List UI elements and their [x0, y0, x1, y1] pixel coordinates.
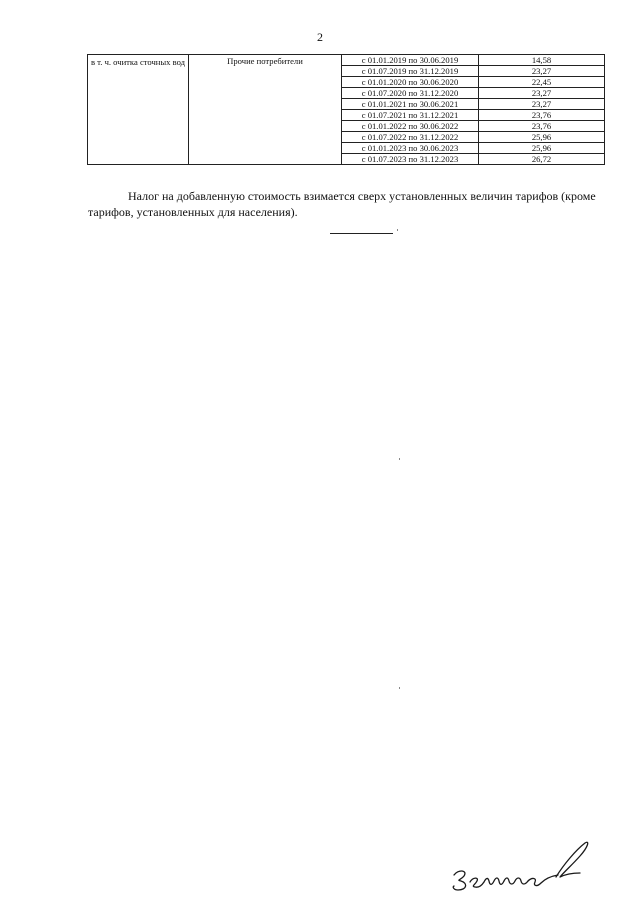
- period-cell: с 01.07.2023 по 31.12.2023: [342, 154, 479, 165]
- period-cell: с 01.07.2020 по 31.12.2020: [342, 88, 479, 99]
- scan-speck: [397, 229, 398, 231]
- vat-note: Налог на добавленную стоимость взимается сверх установленных величин тарифов (кроме тарифов, установленных для населения).: [88, 189, 596, 219]
- period-cell: с 01.07.2021 по 31.12.2021: [342, 110, 479, 121]
- period-cell: с 01.01.2019 по 30.06.2019: [342, 55, 479, 66]
- period-cell: с 01.01.2023 по 30.06.2023: [342, 143, 479, 154]
- tariff-value-cell: 23,27: [479, 66, 605, 77]
- period-cell: с 01.01.2022 по 30.06.2022: [342, 121, 479, 132]
- handwritten-signature: [448, 836, 598, 894]
- scan-speck: [399, 687, 400, 689]
- scan-speck: [399, 458, 400, 460]
- tariff-value-cell: 23,27: [479, 99, 605, 110]
- tariff-value-cell: 26,72: [479, 154, 605, 165]
- period-cell: с 01.01.2021 по 30.06.2021: [342, 99, 479, 110]
- consumer-cell: Прочие потребители: [189, 55, 342, 165]
- tariff-value-cell: 23,76: [479, 121, 605, 132]
- tariff-value-cell: 23,27: [479, 88, 605, 99]
- period-cell: с 01.01.2020 по 30.06.2020: [342, 77, 479, 88]
- tariff-value-cell: 22,45: [479, 77, 605, 88]
- table-row: [88, 55, 605, 66]
- period-cell: с 01.07.2022 по 31.12.2022: [342, 132, 479, 143]
- tariff-value-cell: 14,58: [479, 55, 605, 66]
- page-number: 2: [317, 30, 323, 44]
- tariff-value-cell: 23,76: [479, 110, 605, 121]
- tariff-value-cell: 25,96: [479, 143, 605, 154]
- end-of-document-line: [330, 233, 393, 234]
- service-cell: в т. ч. очитка сточных вод: [88, 55, 189, 165]
- tariff-table: [87, 54, 605, 165]
- tariff-value-cell: 25,96: [479, 132, 605, 143]
- period-cell: с 01.07.2019 по 31.12.2019: [342, 66, 479, 77]
